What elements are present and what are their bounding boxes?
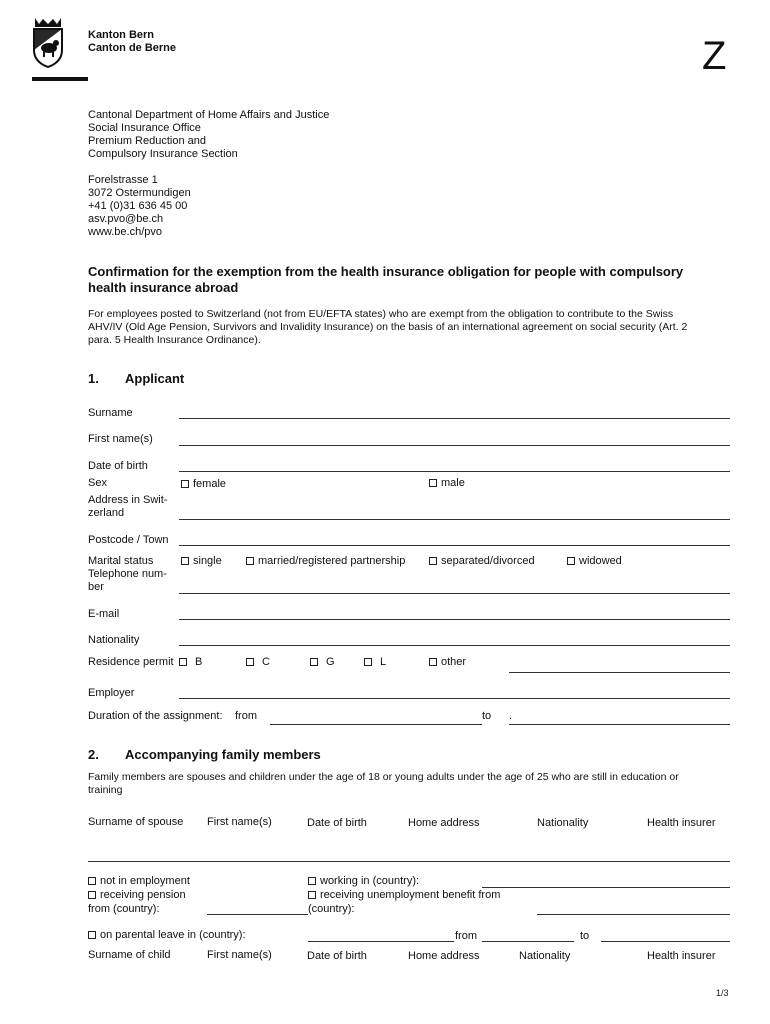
parental-to-label: to <box>580 930 590 942</box>
phone-field[interactable] <box>179 593 730 594</box>
marital-married-checkbox[interactable] <box>246 555 405 568</box>
child-header-address: Home address <box>408 950 480 962</box>
child-header-first-names: First name(s) <box>207 949 272 961</box>
address-line: 3072 Ostermundigen <box>88 187 191 199</box>
child-header-dob: Date of birth <box>307 950 367 962</box>
canton-name-de: Kanton Bern <box>88 29 154 41</box>
duration-from-label: from <box>235 710 257 722</box>
permit-l-label: L <box>380 656 387 668</box>
female-label: female <box>193 478 227 490</box>
unemployment-label: receiving unemployment benefit from <box>320 889 501 901</box>
parental-leave-country-field[interactable] <box>308 941 454 942</box>
page-number: 1/3 <box>716 988 729 998</box>
office-line: Premium Reduction and <box>88 135 207 147</box>
parental-from-label: from <box>455 930 477 942</box>
nationality-field[interactable] <box>179 645 730 646</box>
website-link[interactable]: www.be.ch/pvo <box>88 226 162 238</box>
working-in-label: working in (country): <box>320 875 420 887</box>
address-field[interactable] <box>179 519 730 520</box>
section2-description: training <box>88 784 123 796</box>
office-line: Compulsory Insurance Section <box>88 148 238 160</box>
marital-label: Marital status <box>88 555 154 567</box>
surname-field[interactable] <box>179 418 730 419</box>
checkbox-icon <box>88 931 96 939</box>
header-rule <box>32 77 88 81</box>
spouse-header-first-names: First name(s) <box>207 816 272 828</box>
spouse-entry-field[interactable] <box>88 861 730 862</box>
email-field[interactable] <box>179 619 730 620</box>
permit-b-label: B <box>195 656 203 668</box>
not-employed-label: not in employment <box>100 875 190 887</box>
child-header-insurer: Health insurer <box>647 950 716 962</box>
receiving-pension-label: receiving pension <box>100 889 186 901</box>
marital-single-checkbox[interactable] <box>181 555 222 568</box>
address-label: Address in Swit- <box>88 494 168 506</box>
first-names-field[interactable] <box>179 445 730 446</box>
permit-other-label: other <box>441 656 467 668</box>
sex-label: Sex <box>88 477 107 489</box>
permit-c-checkbox[interactable] <box>246 656 270 669</box>
marital-separated-checkbox[interactable] <box>429 555 535 568</box>
child-header-nationality: Nationality <box>519 950 571 962</box>
phone-label: ber <box>88 581 104 593</box>
marital-widowed-checkbox[interactable] <box>567 555 622 568</box>
spouse-header-dob: Date of birth <box>307 817 367 829</box>
spouse-header-address: Home address <box>408 817 480 829</box>
pension-country-field[interactable] <box>207 914 308 915</box>
dob-field[interactable] <box>179 471 730 472</box>
unemployment-checkbox[interactable] <box>308 889 500 902</box>
email-label: E-mail <box>88 608 120 620</box>
address-label: zerland <box>88 507 125 519</box>
pension-from-country-label: from (country): <box>88 903 160 915</box>
duration-from-field[interactable] <box>270 724 482 725</box>
duration-dot: . <box>509 710 513 722</box>
employer-label: Employer <box>88 687 135 699</box>
office-line: Cantonal Department of Home Affairs and Justice <box>88 109 330 121</box>
bern-coat-of-arms-icon <box>31 16 65 68</box>
first-names-label: First name(s) <box>88 433 153 445</box>
postcode-label: Postcode / Town <box>88 534 169 546</box>
form-code: Z <box>702 34 727 78</box>
permit-c-label: C <box>262 656 270 668</box>
nationality-label: Nationality <box>88 634 140 646</box>
intro-text: For employees posted to Switzerland (not from EU/EFTA states) who are exempt from the obligation to contribute to the Swiss <box>88 308 674 320</box>
unemployment-country-field[interactable] <box>537 914 730 915</box>
checkbox-icon <box>246 557 254 565</box>
document-title-line2: health insurance abroad <box>88 280 239 295</box>
intro-text: para. 5 Health Insurance Ordinance). <box>88 334 261 346</box>
duration-to-label: to <box>482 710 492 722</box>
permit-other-checkbox[interactable] <box>429 656 466 669</box>
checkbox-icon <box>246 658 254 666</box>
child-header-surname: Surname of child <box>88 949 171 961</box>
email-link[interactable]: asv.pvo@be.ch <box>88 213 164 225</box>
widowed-label: widowed <box>579 555 622 567</box>
single-label: single <box>193 555 222 567</box>
duration-label: Duration of the assignment: <box>88 710 223 722</box>
parental-to-field[interactable] <box>601 941 730 942</box>
canton-name-fr: Canton de Berne <box>88 42 177 54</box>
parental-leave-label: on parental leave in (country): <box>100 929 246 941</box>
surname-label: Surname <box>88 407 133 419</box>
receiving-pension-checkbox[interactable] <box>88 889 186 902</box>
permit-other-field[interactable] <box>509 672 730 673</box>
section-number: 2. <box>88 747 99 762</box>
permit-l-checkbox[interactable] <box>364 656 386 669</box>
employer-field[interactable] <box>179 698 730 699</box>
phone-label: Telephone num- <box>88 568 167 580</box>
checkbox-icon <box>429 479 437 487</box>
not-employed-checkbox[interactable] <box>88 875 190 888</box>
male-label: male <box>441 477 465 489</box>
sex-male-checkbox[interactable] <box>429 477 465 490</box>
section-title: Applicant <box>125 371 185 386</box>
checkbox-icon <box>88 877 96 885</box>
spouse-header-nationality: Nationality <box>537 817 589 829</box>
section-title: Accompanying family members <box>125 747 321 762</box>
parental-leave-checkbox[interactable] <box>88 929 246 942</box>
sex-female-checkbox[interactable] <box>181 478 226 491</box>
working-in-field[interactable] <box>482 887 730 888</box>
checkbox-icon <box>88 891 96 899</box>
married-label: married/registered partnership <box>258 555 406 567</box>
phone-number: +41 (0)31 636 45 00 <box>88 200 188 212</box>
checkbox-icon <box>429 557 437 565</box>
checkbox-icon <box>181 480 189 488</box>
checkbox-icon <box>364 658 372 666</box>
checkbox-icon <box>429 658 437 666</box>
spouse-header-insurer: Health insurer <box>647 817 716 829</box>
spouse-header-surname: Surname of spouse <box>88 816 184 828</box>
permit-g-checkbox[interactable] <box>310 656 335 669</box>
checkbox-icon <box>181 557 189 565</box>
separated-label: separated/divorced <box>441 555 535 567</box>
unemployment-country-label: (country): <box>308 903 355 915</box>
office-line: Social Insurance Office <box>88 122 201 134</box>
parental-from-field[interactable] <box>482 941 574 942</box>
section2-description: Family members are spouses and children under the age of 18 or young adults under the age of 25 who are still in education or <box>88 771 679 783</box>
postcode-field[interactable] <box>179 545 730 546</box>
dob-label: Date of birth <box>88 460 148 472</box>
checkbox-icon <box>308 877 316 885</box>
checkbox-icon <box>567 557 575 565</box>
working-in-checkbox[interactable] <box>308 875 419 888</box>
permit-b-checkbox[interactable] <box>179 656 202 669</box>
checkbox-icon <box>308 891 316 899</box>
document-title-line1: Confirmation for the exemption from the health insurance obligation for people with compulsory <box>88 264 684 279</box>
duration-to-field[interactable] <box>509 724 730 725</box>
checkbox-icon <box>179 658 187 666</box>
residence-label: Residence permit <box>88 656 174 668</box>
address-line: Forelstrasse 1 <box>88 174 158 186</box>
permit-g-label: G <box>326 656 335 668</box>
intro-text: AHV/IV (Old Age Pension, Survivors and Invalidity Insurance) on the basis of an international agreement on social security (Art. 2 <box>88 321 688 333</box>
checkbox-icon <box>310 658 318 666</box>
section-number: 1. <box>88 371 99 386</box>
